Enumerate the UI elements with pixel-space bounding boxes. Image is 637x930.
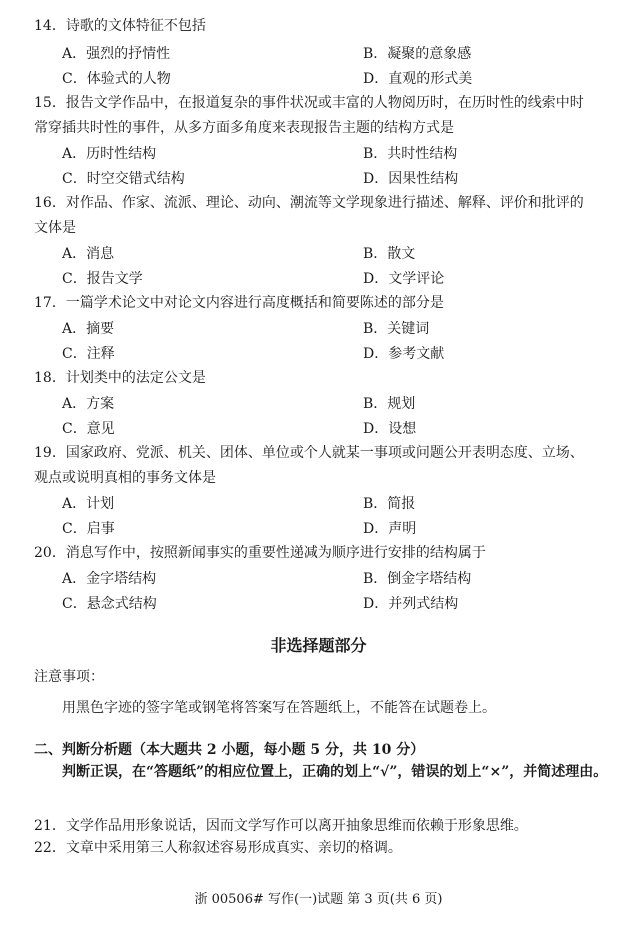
- question-17-option-d: D．参考文献: [363, 346, 445, 362]
- question-20-option-a: A．金字塔结构: [62, 571, 157, 587]
- question-22: 22．文章中采用第三人称叙述容易形成真实、亲切的格调。: [34, 840, 402, 856]
- question-15-option-b: B．共时性结构: [363, 146, 458, 162]
- question-19-option-d: D．声明: [363, 521, 417, 537]
- question-14-option-a: A．强烈的抒情性: [62, 46, 171, 62]
- question-16-stem: 16．对作品、作家、流派、理论、动向、潮流等文学现象进行描述、解释、评价和批评的文体是: [34, 195, 584, 236]
- question-18-option-d: D．设想: [363, 421, 417, 437]
- section-title: 非选择题部分: [270, 636, 367, 655]
- question-15-option-d: D．因果性结构: [363, 171, 459, 187]
- notice-label: 注意事项：: [34, 669, 104, 685]
- question-18-option-a: A．方案: [62, 396, 115, 412]
- question-16-option-d: D．文学评论: [363, 271, 445, 287]
- question-19-stem: 19．国家政府、党派、机关、团体、单位或个人就某一事项或问题公开表明态度、立场、观点或说明真相的事务文体是: [34, 445, 584, 486]
- question-14-stem: 14．诗歌的文体特征不包括: [34, 18, 206, 34]
- question-16-option-b: B．散文: [363, 246, 416, 262]
- question-19-option-c: C．启事: [62, 521, 115, 537]
- question-17-option-a: A．摘要: [62, 321, 115, 337]
- question-21: 21．文学作品用形象说话，因而文学写作可以离开抽象思维而依赖于形象思维。: [34, 818, 528, 834]
- question-16-option-a: A．消息: [62, 246, 115, 262]
- question-18-stem: 18．计划类中的法定公文是: [34, 370, 206, 386]
- question-17-stem: 17．一篇学术论文中对论文内容进行高度概括和简要陈述的部分是: [34, 295, 444, 311]
- question-20-option-b: B．倒金字塔结构: [363, 571, 472, 587]
- question-17-option-c: C．注释: [62, 346, 115, 362]
- notice-text: 用黑色字迹的签字笔或钢笔将答案写在答题纸上，不能答在试题卷上。: [62, 700, 496, 716]
- page-footer: 浙 00506# 写作(一)试题 第 3 页(共 6 页): [194, 892, 443, 907]
- question-18-option-b: B．规划: [363, 396, 416, 412]
- question-14-option-b: B．凝聚的意象感: [363, 46, 472, 62]
- question-16-option-c: C．报告文学: [62, 271, 143, 287]
- question-19-option-a: A．计划: [62, 496, 115, 512]
- question-20-option-d: D．并列式结构: [363, 596, 459, 612]
- part2-instruction: 判断正误，在“答题纸”的相应位置上，正确的划上“√”，错误的划上“×”，并简述理由。: [62, 764, 608, 780]
- question-17-option-b: B．关键词: [363, 321, 430, 337]
- question-20-stem: 20．消息写作中，按照新闻事实的重要性递减为顺序进行安排的结构属于: [34, 545, 486, 561]
- question-20-option-c: C．悬念式结构: [62, 596, 157, 612]
- question-15-option-a: A．历时性结构: [62, 146, 157, 162]
- question-14-option-d: D．直观的形式美: [363, 71, 473, 87]
- question-19-option-b: B．简报: [363, 496, 416, 512]
- question-14-option-c: C．体验式的人物: [62, 71, 171, 87]
- question-15-option-c: C．时空交错式结构: [62, 171, 185, 187]
- part2-heading: 二、判断分析题（本大题共 2 小题，每小题 5 分，共 10 分）: [34, 742, 425, 758]
- question-15-stem: 15．报告文学作品中，在报道复杂的事件状况或丰富的人物阅历时，在历时性的线索中时常穿插共时性的事件，从多方面多角度来表现报告主题的结构方式是: [34, 95, 584, 136]
- question-18-option-c: C．意见: [62, 421, 115, 437]
